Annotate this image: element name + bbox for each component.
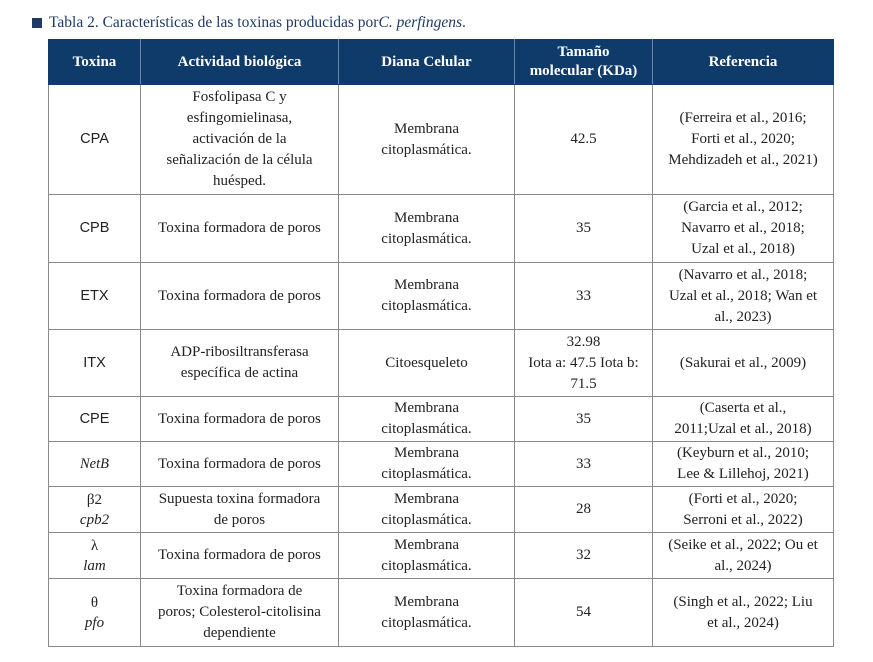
caption-suffix: .: [462, 14, 466, 31]
cell-tamano: [515, 533, 653, 579]
cell-diana-line: Membrana: [394, 593, 459, 610]
cell-actividad-line: esfingomielinasa,: [186, 110, 293, 126]
cell-diana-line: citoplasmática.: [381, 230, 472, 247]
cell-actividad-line: poros; Colesterol-citolisina: [158, 604, 321, 620]
cell-referencia-line: Lee & Lillehoj, 2021): [677, 466, 809, 482]
toxina-symbol: θ: [90, 594, 99, 611]
cell-tamano-line: 35: [576, 220, 591, 236]
cell-diana: [339, 487, 515, 533]
cell-diana-line: citoplasmática.: [381, 466, 472, 482]
cell-tamano: [515, 263, 653, 330]
table-row: [49, 442, 834, 487]
cell-referencia-line: Forti et al., 2020;: [691, 131, 795, 147]
header-toxina: Toxina: [49, 40, 141, 85]
cell-referencia-line: (Keyburn et al., 2010;: [676, 445, 810, 461]
cell-tamano: [515, 195, 653, 263]
toxina-name: CPE: [79, 410, 110, 427]
cell-actividad-line: Toxina formadora de poros: [158, 287, 321, 304]
table-row: [49, 263, 834, 330]
toxina-name: ETX: [80, 287, 109, 304]
cell-diana: [339, 195, 515, 263]
cell-diana: [339, 397, 515, 442]
cell-toxina: [49, 442, 141, 487]
header-tamano: [515, 40, 653, 85]
cell-diana-line: Citoesqueleto: [385, 354, 468, 371]
cell-referencia: [653, 263, 834, 330]
cell-diana-line: Membrana: [394, 120, 459, 137]
cell-tamano-line: 33: [576, 455, 591, 472]
cell-diana-line: citoplasmática.: [381, 511, 472, 528]
toxina-symbol: λ: [90, 537, 99, 554]
cell-tamano-line: 32.98: [566, 333, 601, 350]
cell-actividad-line: de poros: [213, 511, 266, 528]
cell-actividad: [141, 533, 339, 579]
table-header-row: [49, 40, 834, 85]
cell-tamano: [515, 85, 653, 195]
table-caption: [32, 14, 466, 32]
cell-actividad-line: señalización de la célula: [166, 152, 313, 168]
cell-referencia-line: Serroni et al., 2022): [683, 511, 803, 528]
toxina-gene: lam: [83, 557, 106, 574]
cell-tamano: [515, 487, 653, 533]
cell-toxina: [49, 85, 141, 195]
cell-referencia-line: et al., 2024): [707, 614, 779, 631]
cell-diana: [339, 579, 515, 647]
cell-toxina: [49, 397, 141, 442]
toxina-name: CPA: [80, 131, 109, 147]
cell-referencia-line: (Garcia et al., 2012;: [683, 199, 803, 215]
cell-diana-line: citoplasmática.: [381, 421, 472, 437]
cell-diana-line: citoplasmática.: [381, 557, 472, 574]
cell-referencia: [653, 579, 834, 647]
cell-actividad-line: Toxina formadora de poros: [158, 410, 321, 427]
cell-toxina: [49, 579, 141, 647]
cell-actividad-line: específica de actina: [180, 365, 299, 381]
cell-referencia: [653, 442, 834, 487]
toxina-gene: pfo: [84, 614, 105, 631]
toxina-name: NetB: [80, 455, 109, 472]
toxina-name: CPB: [79, 220, 110, 236]
cell-toxina: [49, 195, 141, 263]
cell-actividad: [141, 195, 339, 263]
cell-actividad: [141, 442, 339, 487]
cell-tamano-line: Iota a: 47.5 Iota b:: [528, 354, 639, 371]
cell-tamano: [515, 330, 653, 397]
table-row: [49, 330, 834, 397]
cell-actividad-line: Fosfolipasa C y: [192, 89, 287, 105]
cell-referencia-line: (Singh et al., 2022; Liu: [673, 593, 813, 610]
toxina-name: ITX: [83, 354, 106, 371]
header-referencia: Referencia: [653, 40, 834, 85]
cell-diana-line: citoplasmática.: [381, 298, 472, 314]
toxina-gene: cpb2: [79, 511, 110, 528]
cell-toxina: [49, 263, 141, 330]
header-tamano-line2: molecular (KDa): [529, 63, 638, 79]
cell-referencia-line: (Forti et al., 2020;: [688, 490, 798, 507]
cell-referencia: [653, 330, 834, 397]
cell-tamano-line: 33: [576, 287, 591, 304]
cell-diana-line: Membrana: [394, 400, 459, 416]
cell-referencia-line: (Navarro et al., 2018;: [678, 266, 808, 283]
cell-tamano-line: 35: [576, 410, 591, 427]
caption-bullet-icon: [32, 18, 42, 28]
cell-diana: [339, 85, 515, 195]
cell-referencia: [653, 397, 834, 442]
cell-actividad-line: Toxina formadora de poros: [158, 220, 321, 236]
cell-actividad-line: dependiente: [203, 625, 276, 641]
cell-diana: [339, 263, 515, 330]
cell-diana-line: Membrana: [394, 490, 459, 507]
table-row: [49, 397, 834, 442]
cell-actividad-line: Supuesta toxina formadora: [158, 490, 321, 507]
cell-actividad-line: Toxina formadora de poros: [158, 547, 321, 563]
toxins-table: [48, 39, 834, 647]
table-row: [49, 85, 834, 195]
cell-tamano: [515, 442, 653, 487]
cell-actividad-line: activación de la: [192, 131, 287, 147]
cell-referencia-line: (Seike et al., 2022; Ou et: [668, 536, 818, 553]
table-row: [49, 487, 834, 533]
cell-diana-line: Membrana: [394, 277, 459, 293]
cell-referencia-line: (Sakurai et al., 2009): [679, 354, 807, 371]
cell-actividad-line: Toxina formadora de poros: [158, 455, 321, 472]
caption-species: C. perfingens: [378, 14, 463, 31]
cell-tamano-line: 32: [576, 547, 591, 563]
cell-toxina: [49, 487, 141, 533]
cell-actividad: [141, 579, 339, 647]
cell-toxina: [49, 330, 141, 397]
cell-actividad-line: Toxina formadora de: [176, 583, 303, 599]
cell-tamano: [515, 397, 653, 442]
cell-referencia: [653, 487, 834, 533]
cell-referencia-line: (Ferreira et al., 2016;: [679, 110, 807, 126]
cell-referencia-line: (Caserta et al.,: [699, 400, 787, 416]
cell-referencia-line: Mehdizadeh et al., 2021): [668, 152, 818, 168]
cell-actividad-line: ADP-ribosiltransferasa: [170, 344, 309, 360]
cell-toxina: [49, 533, 141, 579]
cell-actividad-line: huésped.: [213, 173, 266, 189]
cell-tamano-line: 71.5: [570, 375, 597, 392]
table-row: [49, 533, 834, 579]
cell-referencia-line: Uzal et al., 2018; Wan et: [668, 287, 818, 304]
cell-tamano-line: 28: [576, 501, 591, 517]
table-row: [49, 195, 834, 263]
cell-referencia: [653, 85, 834, 195]
cell-diana-line: Membrana: [394, 536, 459, 553]
header-actividad: Actividad biológica: [141, 40, 339, 85]
cell-diana-line: citoplasmática.: [381, 614, 472, 631]
header-tamano-line1: Tamaño: [557, 44, 610, 60]
table-body: [49, 85, 834, 647]
cell-referencia-line: 2011;Uzal et al., 2018): [674, 421, 812, 437]
cell-diana-line: Membrana: [394, 209, 459, 226]
cell-actividad: [141, 263, 339, 330]
cell-referencia: [653, 195, 834, 263]
header-diana: Diana Celular: [339, 40, 515, 85]
cell-tamano-line: 54: [576, 604, 591, 620]
cell-referencia-line: al., 2024): [714, 557, 772, 574]
cell-diana: [339, 533, 515, 579]
cell-referencia: [653, 533, 834, 579]
cell-diana: [339, 442, 515, 487]
caption-prefix: Tabla 2. Características de las toxinas producidas por: [49, 14, 379, 31]
cell-diana-line: citoplasmática.: [381, 141, 472, 158]
cell-referencia-line: al., 2023): [714, 308, 772, 325]
cell-actividad: [141, 330, 339, 397]
cell-actividad: [141, 397, 339, 442]
table-row: [49, 579, 834, 647]
cell-diana-line: Membrana: [394, 445, 459, 461]
cell-referencia-line: Uzal et al., 2018): [691, 241, 795, 257]
cell-referencia-line: Navarro et al., 2018;: [681, 220, 805, 236]
cell-tamano-line: 42.5: [570, 131, 597, 147]
cell-actividad: [141, 487, 339, 533]
cell-diana: [339, 330, 515, 397]
cell-tamano: [515, 579, 653, 647]
cell-actividad: [141, 85, 339, 195]
toxina-symbol: β2: [86, 491, 103, 508]
